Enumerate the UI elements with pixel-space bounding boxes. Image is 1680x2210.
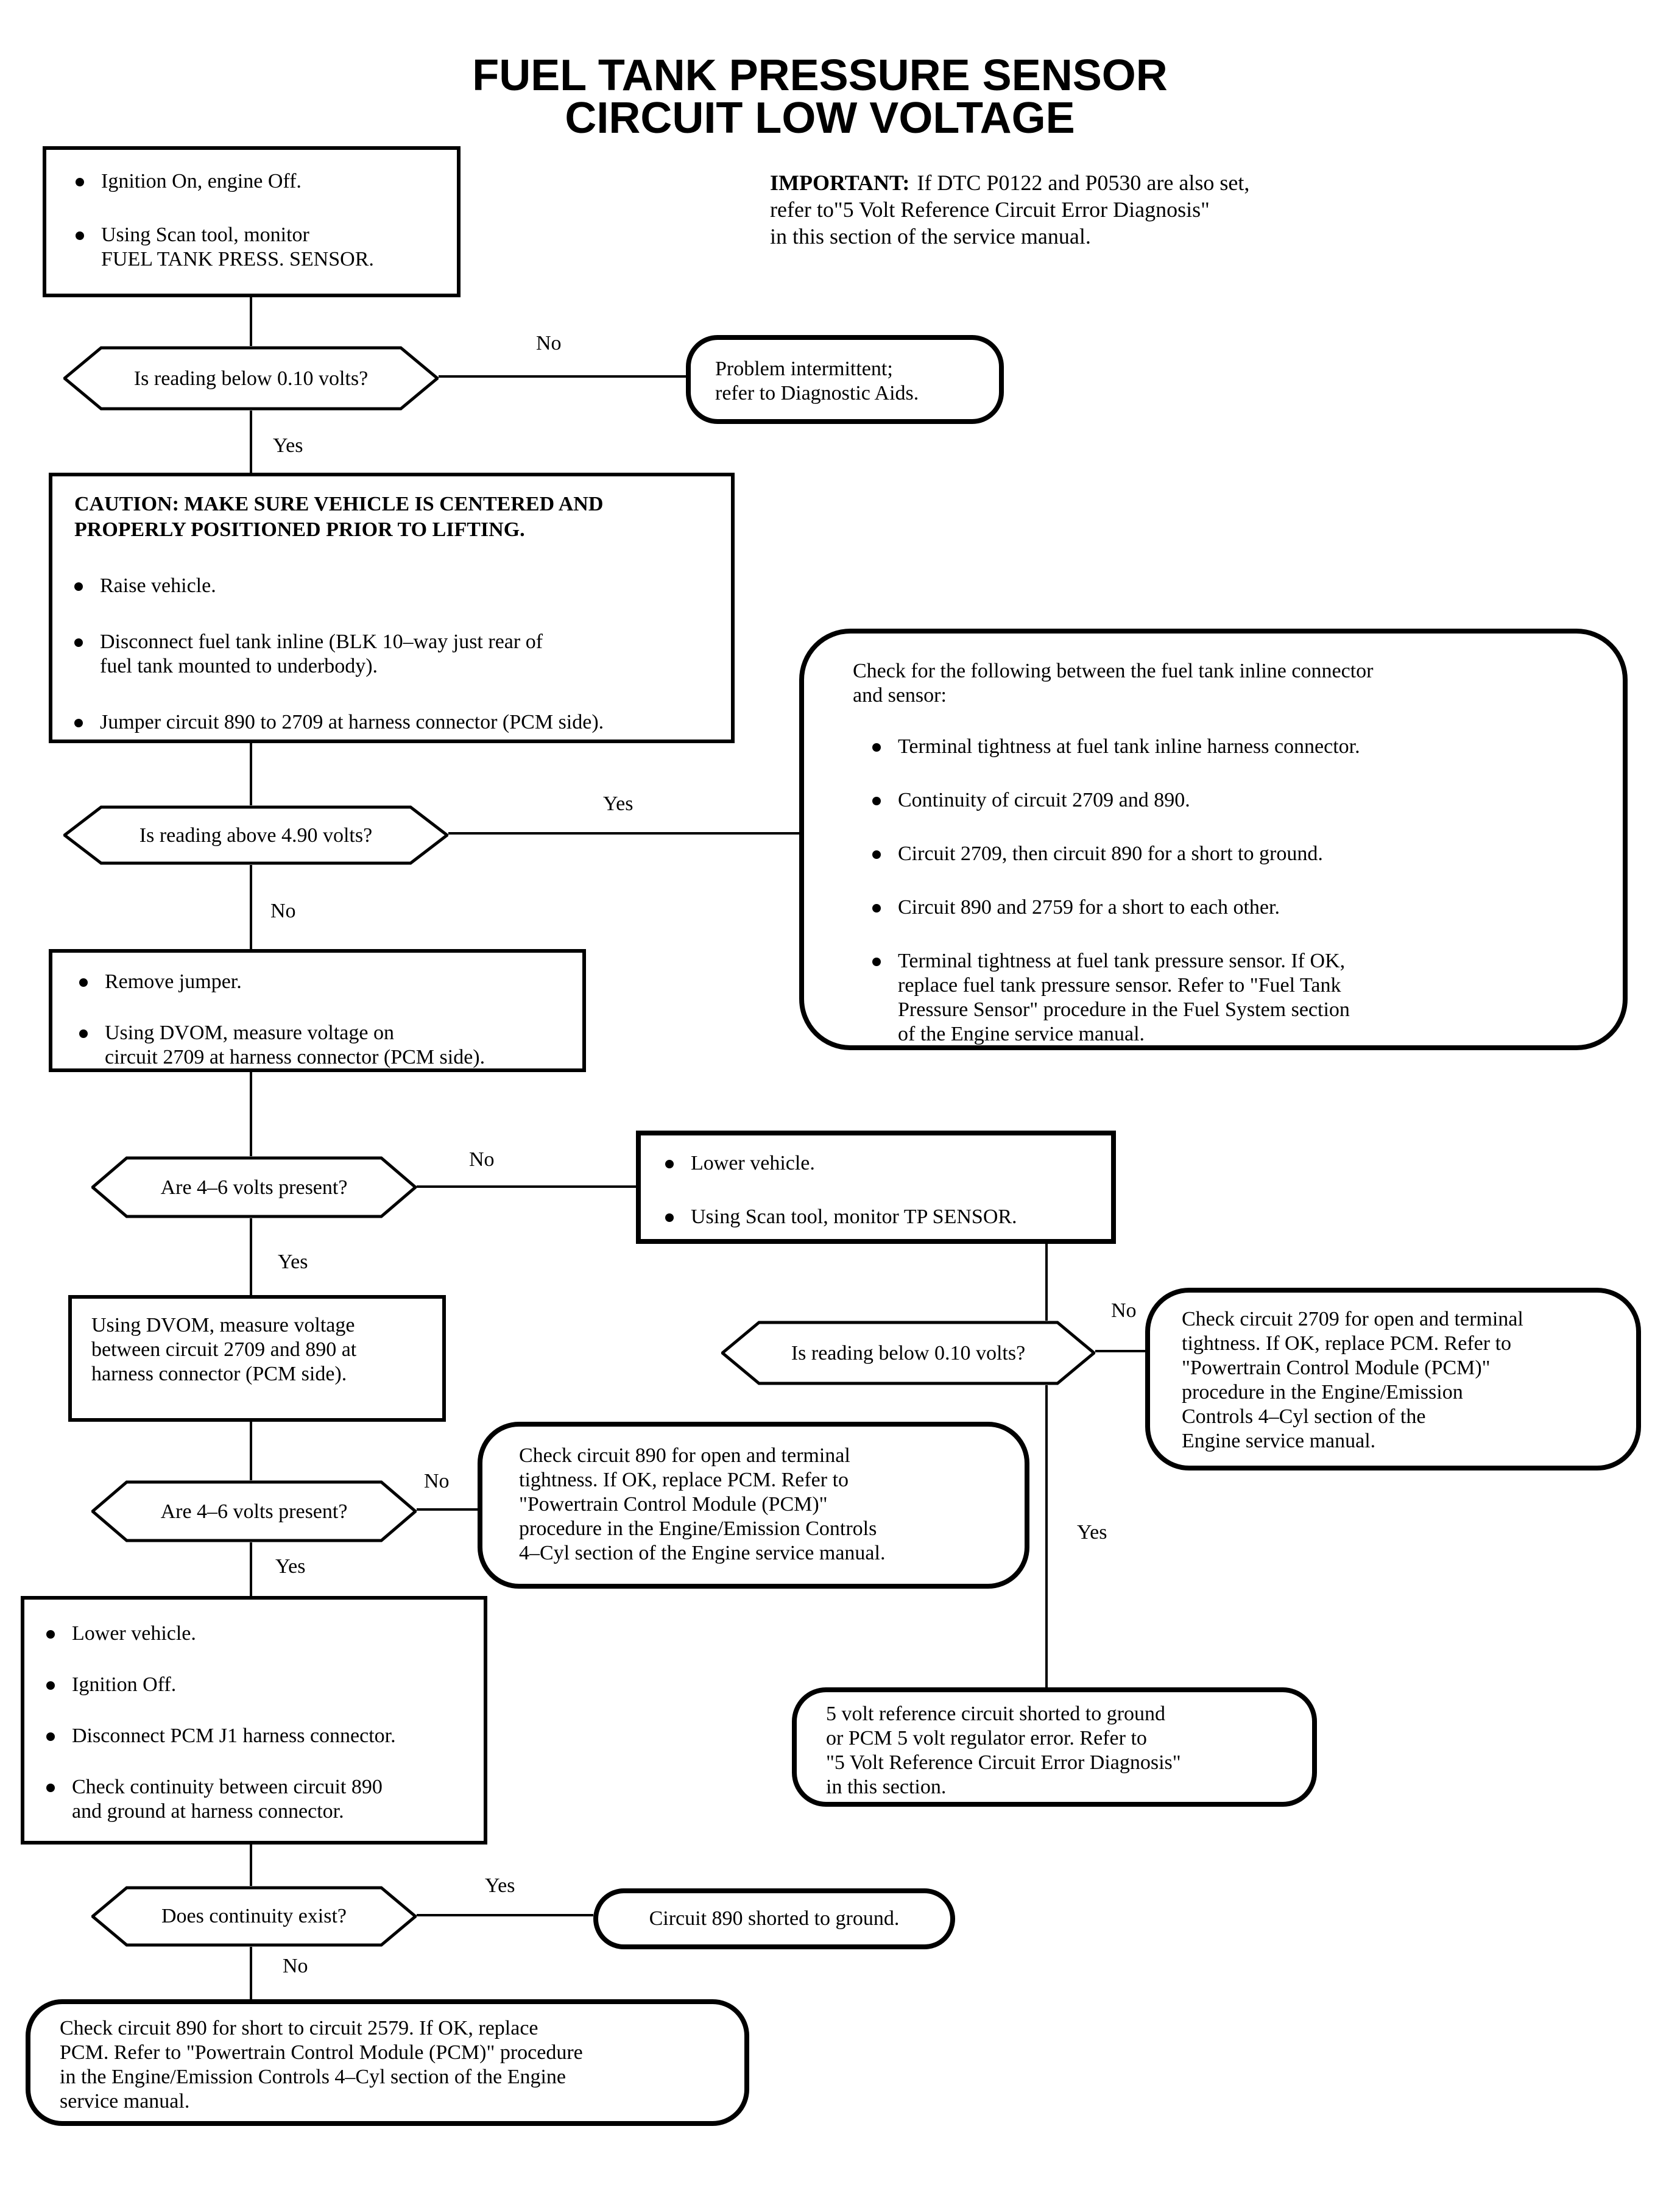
list-item	[76, 169, 445, 194]
list-item	[46, 1673, 474, 1697]
connector-d3-tpsensor	[417, 1185, 636, 1188]
edge-label-no: No	[469, 1148, 495, 1171]
decision-reading-above-490-volts	[63, 805, 448, 865]
list-item	[46, 1622, 474, 1646]
bullet-icon	[74, 582, 83, 591]
decision-question: Is reading above 4.90 volts?	[139, 823, 373, 846]
decision-question: Is reading below 0.10 volts?	[133, 366, 369, 389]
edge-label-no: No	[270, 899, 296, 922]
decision-question: Are 4–6 volts present?	[160, 1499, 348, 1522]
start-box	[43, 146, 461, 297]
bubble-check-circuit-2709: Check circuit 2709 for open and terminal tightness. If OK, replace PCM. Refer to "Powertrain Control Module (PCM)" procedure in the Engine/Emission Controls 4–Cyl section of the Engine service manual.	[1145, 1288, 1641, 1470]
bullet-icon	[872, 850, 881, 859]
decision-question: Does continuity exist?	[161, 1904, 347, 1927]
decision-reading-below-010-volts-2	[721, 1321, 1095, 1385]
edge-label-yes: Yes	[1077, 1520, 1107, 1544]
list-item	[665, 1151, 1101, 1176]
important-note	[770, 169, 1586, 250]
list-item-text: Remove jumper.	[105, 970, 242, 993]
list-item-text: Using DVOM, measure voltage on circuit 2709 at harness connector (PCM side).	[105, 1021, 485, 1068]
edge-label-no: No	[536, 331, 562, 355]
list-item-text: Check continuity between circuit 890 and ground at harness connector.	[72, 1775, 383, 1823]
bubble-check-inline-connector	[799, 629, 1628, 1050]
bullet-icon	[79, 1029, 88, 1038]
connector-d2-checkinline	[448, 832, 799, 835]
caution-heading: CAUTION: MAKE SURE VEHICLE IS CENTERED AND PROPERLY POSITIONED PRIOR TO LIFTING.	[74, 492, 604, 541]
bubble-circuit-890-shorted	[593, 1888, 955, 1949]
bullet-icon	[46, 1784, 55, 1792]
important-text: If DTC P0122 and P0530 are also set, refer to"5 Volt Reference Circuit Error Diagnosis" in this section of the service manual.	[770, 171, 1250, 249]
list-item	[74, 710, 714, 735]
page-title-line2: CIRCUIT LOW VOLTAGE	[565, 93, 1075, 143]
pcm-continuity-check-box	[21, 1596, 487, 1845]
dvom-measure-box: Using DVOM, measure voltage between circuit 2709 and 890 at harness connector (PCM side).	[68, 1295, 446, 1422]
bullet-icon	[74, 719, 83, 727]
decision-reading-below-010-volts-1	[63, 346, 439, 411]
list-item	[76, 223, 445, 272]
edge-label-no: No	[1111, 1299, 1137, 1322]
list-item-text: Ignition Off.	[72, 1673, 177, 1696]
list-item-text: Terminal tightness at fuel tank inline harness connector.	[898, 735, 1360, 758]
list-item	[872, 842, 1598, 866]
bullet-icon	[872, 904, 881, 913]
decision-does-continuity-exist	[91, 1886, 417, 1947]
bullet-icon	[872, 797, 881, 805]
list-item	[872, 949, 1598, 1047]
bubble-check-circuit-890: Check circuit 890 for open and terminal tightness. If OK, replace PCM. Refer to "Powertrain Control Module (PCM)" procedure in the Engine/Emission Controls 4–Cyl section of the Engine service manual.	[478, 1422, 1029, 1589]
list-item-text: Using Scan tool, monitor FUEL TANK PRESS. SENSOR.	[101, 223, 374, 270]
list-item-text: Lower vehicle.	[72, 1622, 196, 1645]
list-item	[79, 970, 570, 994]
connector-tpsensor-d6	[1045, 1244, 1048, 1321]
connector-d6-check2709	[1095, 1350, 1145, 1352]
connector-d2-removejumper	[250, 865, 252, 949]
pcm-continuity-list	[46, 1622, 474, 1824]
list-item	[74, 574, 714, 598]
connector-d4-pcmcheck	[250, 1542, 252, 1596]
bubble-problem-intermittent: Problem intermittent; refer to Diagnostic Aids.	[686, 335, 1004, 424]
list-item-text: Disconnect fuel tank inline (BLK 10–way just rear of fuel tank mounted to underbody).	[100, 630, 543, 677]
connector-d5-short2579	[250, 1947, 252, 1999]
bullet-icon	[46, 1630, 55, 1639]
bullet-icon	[872, 743, 881, 752]
list-item-text: Ignition On, engine Off.	[101, 169, 302, 192]
bubble-text: Circuit 890 shorted to ground.	[649, 1907, 900, 1930]
bubble-list	[872, 735, 1598, 1047]
edge-label-yes: Yes	[485, 1874, 515, 1897]
edge-label-yes: Yes	[273, 434, 303, 457]
bullet-icon	[79, 978, 88, 987]
tp-sensor-box	[636, 1131, 1116, 1244]
connector-d1-problem	[439, 375, 686, 378]
list-item	[74, 630, 714, 679]
edge-label-no: No	[283, 1954, 308, 1977]
caution-box	[49, 473, 735, 743]
decision-4-6-volts-present-2	[91, 1480, 417, 1542]
decision-question: Is reading below 0.10 volts?	[791, 1341, 1026, 1364]
remove-jumper-list	[79, 970, 570, 1070]
list-item-text: Jumper circuit 890 to 2709 at harness connector (PCM side).	[100, 710, 604, 733]
list-item	[872, 735, 1598, 759]
list-item	[872, 895, 1598, 920]
connector-caution-d2	[250, 743, 252, 805]
decision-question: Are 4–6 volts present?	[160, 1175, 348, 1198]
edge-label-yes: Yes	[278, 1250, 308, 1273]
list-item	[46, 1775, 474, 1824]
bullet-icon	[74, 638, 83, 647]
edge-label-no: No	[424, 1469, 450, 1492]
edge-label-yes: Yes	[275, 1555, 306, 1578]
bullet-icon	[665, 1213, 674, 1222]
connector-dvom-d4	[250, 1422, 252, 1480]
list-item-text: Circuit 890 and 2759 for a short to each other.	[898, 895, 1280, 919]
bullet-icon	[665, 1160, 674, 1168]
start-box-list	[76, 169, 445, 272]
list-item-text: Using Scan tool, monitor TP SENSOR.	[691, 1205, 1017, 1228]
list-item-text: Continuity of circuit 2709 and 890.	[898, 788, 1190, 811]
bubble-check-short-2579: Check circuit 890 for short to circuit 2579. If OK, replace PCM. Refer to "Powertrain Control Module (PCM)" procedure in the Engine/Emission Controls 4–Cyl section of the Engine service manual.	[26, 1999, 749, 2126]
edge-label-yes: Yes	[603, 792, 634, 815]
connector-d4-check890	[417, 1508, 478, 1511]
bullet-icon	[872, 958, 881, 966]
page-title-line1: FUEL TANK PRESSURE SENSOR	[472, 50, 1168, 100]
list-item	[46, 1724, 474, 1748]
bullet-icon	[46, 1681, 55, 1690]
connector-d3-dvom	[250, 1218, 252, 1295]
list-item-text: Raise vehicle.	[100, 574, 216, 597]
list-item	[79, 1021, 570, 1070]
important-label: IMPORTANT:	[770, 171, 910, 195]
bubble-five-volt-reference: 5 volt reference circuit shorted to ground or PCM 5 volt regulator error. Refer to "5 Volt Reference Circuit Error Diagnosis" in this section.	[792, 1687, 1317, 1807]
decision-4-6-volts-present-1	[91, 1156, 417, 1218]
list-item-text: Circuit 2709, then circuit 890 for a short to ground.	[898, 842, 1323, 865]
caution-list	[74, 574, 714, 735]
remove-jumper-box	[49, 949, 586, 1072]
connector-d1-caution	[250, 411, 252, 473]
list-item-text: Disconnect PCM J1 harness connector.	[72, 1724, 396, 1747]
list-item-text: Terminal tightness at fuel tank pressure sensor. If OK, replace fuel tank pressure sensor. Refer to "Fuel Tank Pressure Sensor" procedure in the Fuel System section of the Engine service manual.	[898, 949, 1350, 1045]
connector-removejumper-d3	[250, 1072, 252, 1156]
connector-pcmcheck-d5	[250, 1845, 252, 1886]
list-item	[665, 1205, 1101, 1229]
list-item-text: Lower vehicle.	[691, 1151, 815, 1174]
tp-sensor-list	[665, 1151, 1101, 1229]
connector-start-d1	[250, 297, 252, 346]
connector-d6-fivevolt	[1045, 1385, 1048, 1687]
bullet-icon	[76, 231, 84, 240]
page-title	[317, 50, 1323, 143]
bullet-icon	[46, 1732, 55, 1741]
connector-d5-c890ground	[417, 1914, 593, 1916]
bubble-intro: Check for the following between the fuel tank inline connector and sensor:	[853, 659, 1374, 707]
bullet-icon	[76, 178, 84, 186]
list-item	[872, 788, 1598, 813]
